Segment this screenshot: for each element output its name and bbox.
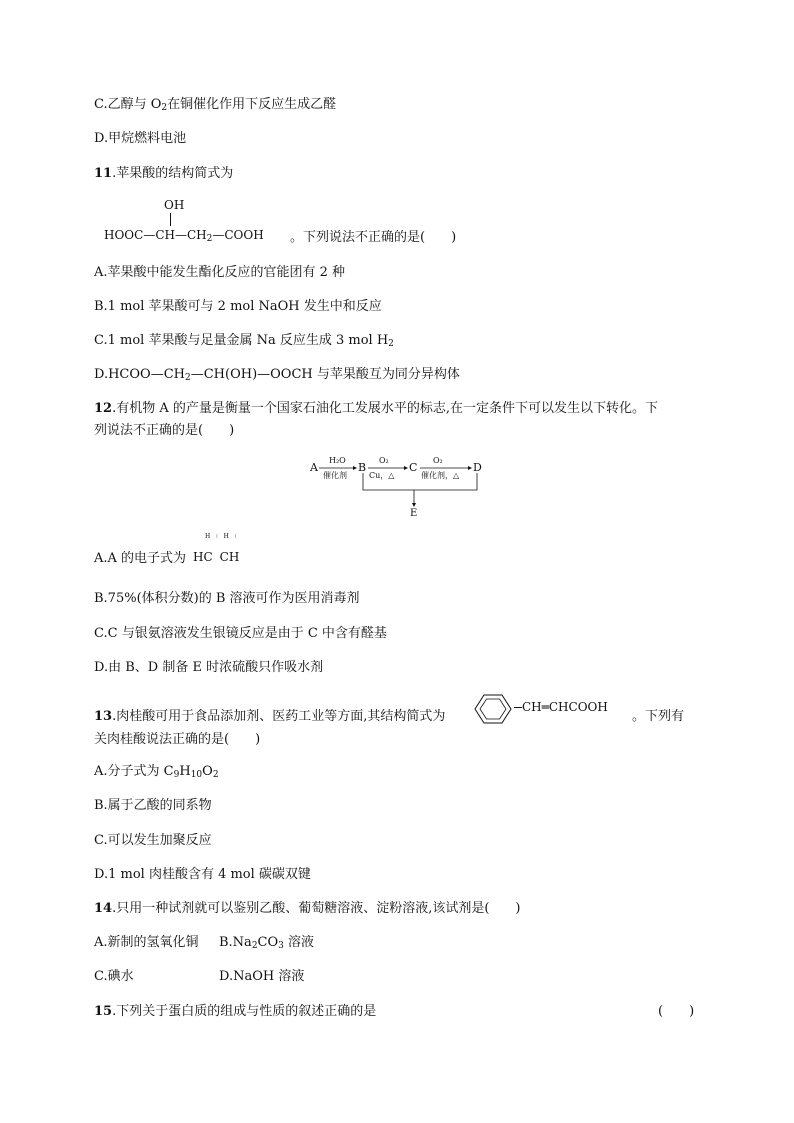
reagent-o2-second: O₂: [433, 456, 443, 465]
q12-stem-line1: 12.有机物 A 的产量是衡量一个国家石油化工发展水平的标志,在一定条件下可以发生以下转化。下: [94, 401, 659, 416]
question-number: 15: [94, 1004, 113, 1019]
q11-option-a: A.苹果酸中能发生酯化反应的官能团有 2 种: [94, 265, 346, 280]
ethylene-electron-formula: H ∶ H ∶ HC CH: [193, 533, 240, 564]
q12-option-d: D.由 B、D 制备 E 时浓硫酸只作吸水剂: [94, 660, 324, 675]
benzene-ring-icon: [472, 692, 516, 726]
q11-stem-tail: 。下列说法不正确的是( ): [290, 230, 457, 245]
q12-stem-line2: 列说法不正确的是( ): [94, 423, 235, 438]
question-number: 12: [94, 401, 113, 416]
q13-stem: 13.肉桂酸可用于食品添加剂、医药工业等方面,其结构简式为: [94, 709, 446, 724]
q12-option-a: A.A 的电子式为: [94, 551, 187, 566]
condition-cu-heat: Cu，△: [369, 471, 395, 480]
cinnamic-acid-sidechain: CH═CHCOOH: [514, 700, 608, 714]
q10-option-d: D.甲烷燃料电池: [94, 131, 187, 146]
q14-stem: 14.只用一种试剂就可以鉴别乙酸、葡萄糖溶液、淀粉溶液,该试剂是( ): [94, 901, 521, 916]
species-d: D: [473, 461, 482, 474]
q14-option-d: D.NaOH 溶液: [219, 969, 305, 984]
q12-option-c: C.C 与银氨溶液发生银镜反应是由于 C 中含有醛基: [94, 626, 387, 641]
q12-option-b: B.75%(体积分数)的 B 溶液可作为医用消毒剂: [94, 591, 360, 606]
reagent-o2-first: O₂: [379, 456, 389, 465]
question-number: 14: [94, 901, 113, 916]
reaction-scheme: [305, 448, 495, 518]
question-number: 11: [94, 166, 113, 181]
q15-answer-paren: ( ): [658, 1004, 695, 1019]
species-c: C: [409, 461, 418, 474]
q11-option-c: C.1 mol 苹果酸与足量金属 Na 反应生成 3 mol $H_2$: [94, 333, 394, 349]
q14-option-a: A.新制的氢氧化铜: [94, 935, 199, 950]
q13-option-b: B.属于乙酸的同系物: [94, 798, 212, 813]
q13-stem-tail: 。下列有: [632, 709, 685, 724]
q11-option-b: B.1 mol 苹果酸可与 2 mol NaOH 发生中和反应: [94, 299, 382, 314]
q13-option-c: C.可以发生加聚反应: [94, 833, 212, 848]
malic-acid-structure: OH $HOOC—CH—CH_2—COOH$: [104, 198, 264, 244]
species-e: E: [410, 508, 418, 518]
q15-stem: 15.下列关于蛋白质的组成与性质的叙述正确的是: [94, 1004, 377, 1019]
q14-option-b: $B.Na_2CO_3$ 溶液: [219, 935, 315, 951]
condition-catalyst: 催化剂: [323, 471, 347, 480]
condition-catalyst-heat: 催化剂，△: [421, 471, 460, 480]
q13-stem-line2: 关肉桂酸说法正确的是( ): [94, 732, 261, 747]
q11-stem: 11.苹果酸的结构简式为: [94, 166, 234, 181]
q13-option-a: A.分子式为 $C_9H_{10}O_2$: [94, 764, 219, 780]
q13-option-d: D.1 mol 肉桂酸含有 4 mol 碳碳双键: [94, 867, 311, 882]
species-a: A: [310, 461, 318, 474]
species-b: B: [358, 461, 367, 474]
reagent-h2o: H₂O: [329, 456, 346, 465]
question-number: 13: [94, 709, 113, 724]
bond-line: [170, 213, 171, 226]
q10-option-c: C.乙醇与 $O_2$在铜催化作用下反应生成乙醛: [94, 97, 337, 113]
q14-option-c: C.碘水: [94, 969, 134, 984]
q11-option-d: $D.HCOO—CH_2—CH(OH)—OOCH$ 与苹果酸互为同分异构体: [94, 367, 460, 383]
